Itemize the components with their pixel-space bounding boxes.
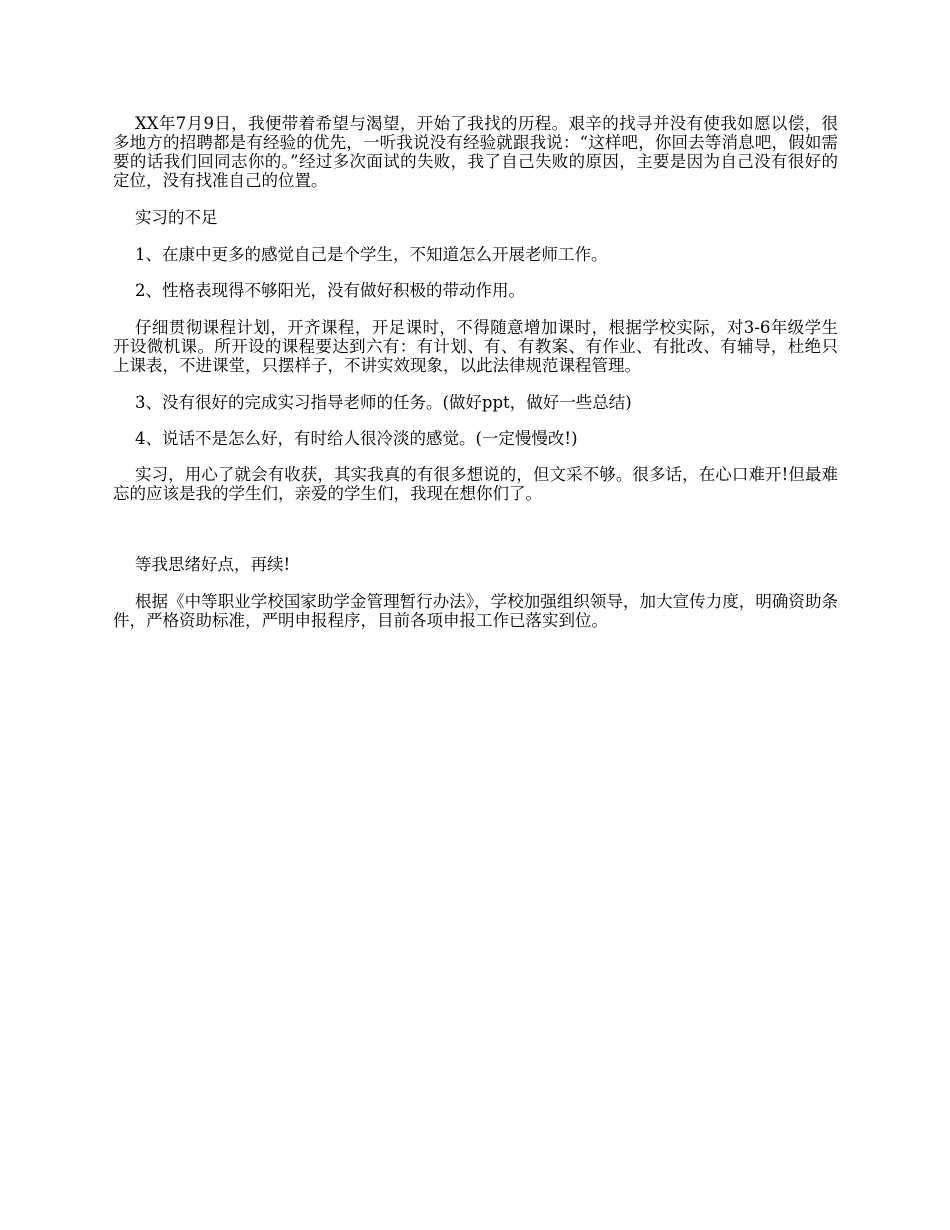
paragraph-job-search: XX年7月9日，我便带着希望与渴望，开始了我找的历程。艰辛的找寻并没有使我如愿以偿，很多地方的招聘都是有经验的优先，一听我说没有经验就跟我说：“这样吧，你回去等消息吧，假如需要的话我们回同志你的。”经过多次面试的失败，我了自己失败的原因，主要是因为自己没有很好的定位，没有找准自己的位置。 (113, 114, 838, 190)
paragraph-item-4: 4、说话不是怎么好，有时给人很冷淡的感觉。(一定慢慢改!) (135, 429, 578, 448)
paragraph-item-3: 3、没有很好的完成实习指导老师的任务。(做好ppt，做好一些总结) (135, 393, 632, 412)
paragraph-item-2: 2、性格表现得不够阳光，没有做好积极的带动作用。 (135, 281, 525, 300)
paragraph-reflection: 实习，用心了就会有收获，其实我真的有很多想说的，但文采不够。很多话，在心口难开!但最难忘的应该是我的学生们，亲爱的学生们，我现在想你们了。 (113, 465, 838, 503)
paragraph-shortcomings-heading: 实习的不足 (135, 208, 218, 227)
paragraph-subsidy: 根据《中等职业学校国家助学金管理暂行办法》，学校加强组织领导，加大宣传力度，明确资助条件，严格资助标准，严明申报程序，目前各项申报工作已落实到位。 (113, 592, 838, 630)
paragraph-item-1: 1、在康中更多的感觉自己是个学生，不知道怎么开展老师工作。 (135, 245, 608, 264)
paragraph-curriculum: 仔细贯彻课程计划，开齐课程，开足课时，不得随意增加课时，根据学校实际，对3-6年级学生开设微机课。所开设的课程要达到六有：有计划、有、有教案、有作业、有批改、有辅导，杜绝只上课表，不进课堂，只摆样子，不讲实效现象，以此法律规范课程管理。 (113, 318, 838, 375)
document-body (113, 114, 838, 647)
paragraph-to-be-continued: 等我思绪好点，再续! (135, 555, 291, 574)
